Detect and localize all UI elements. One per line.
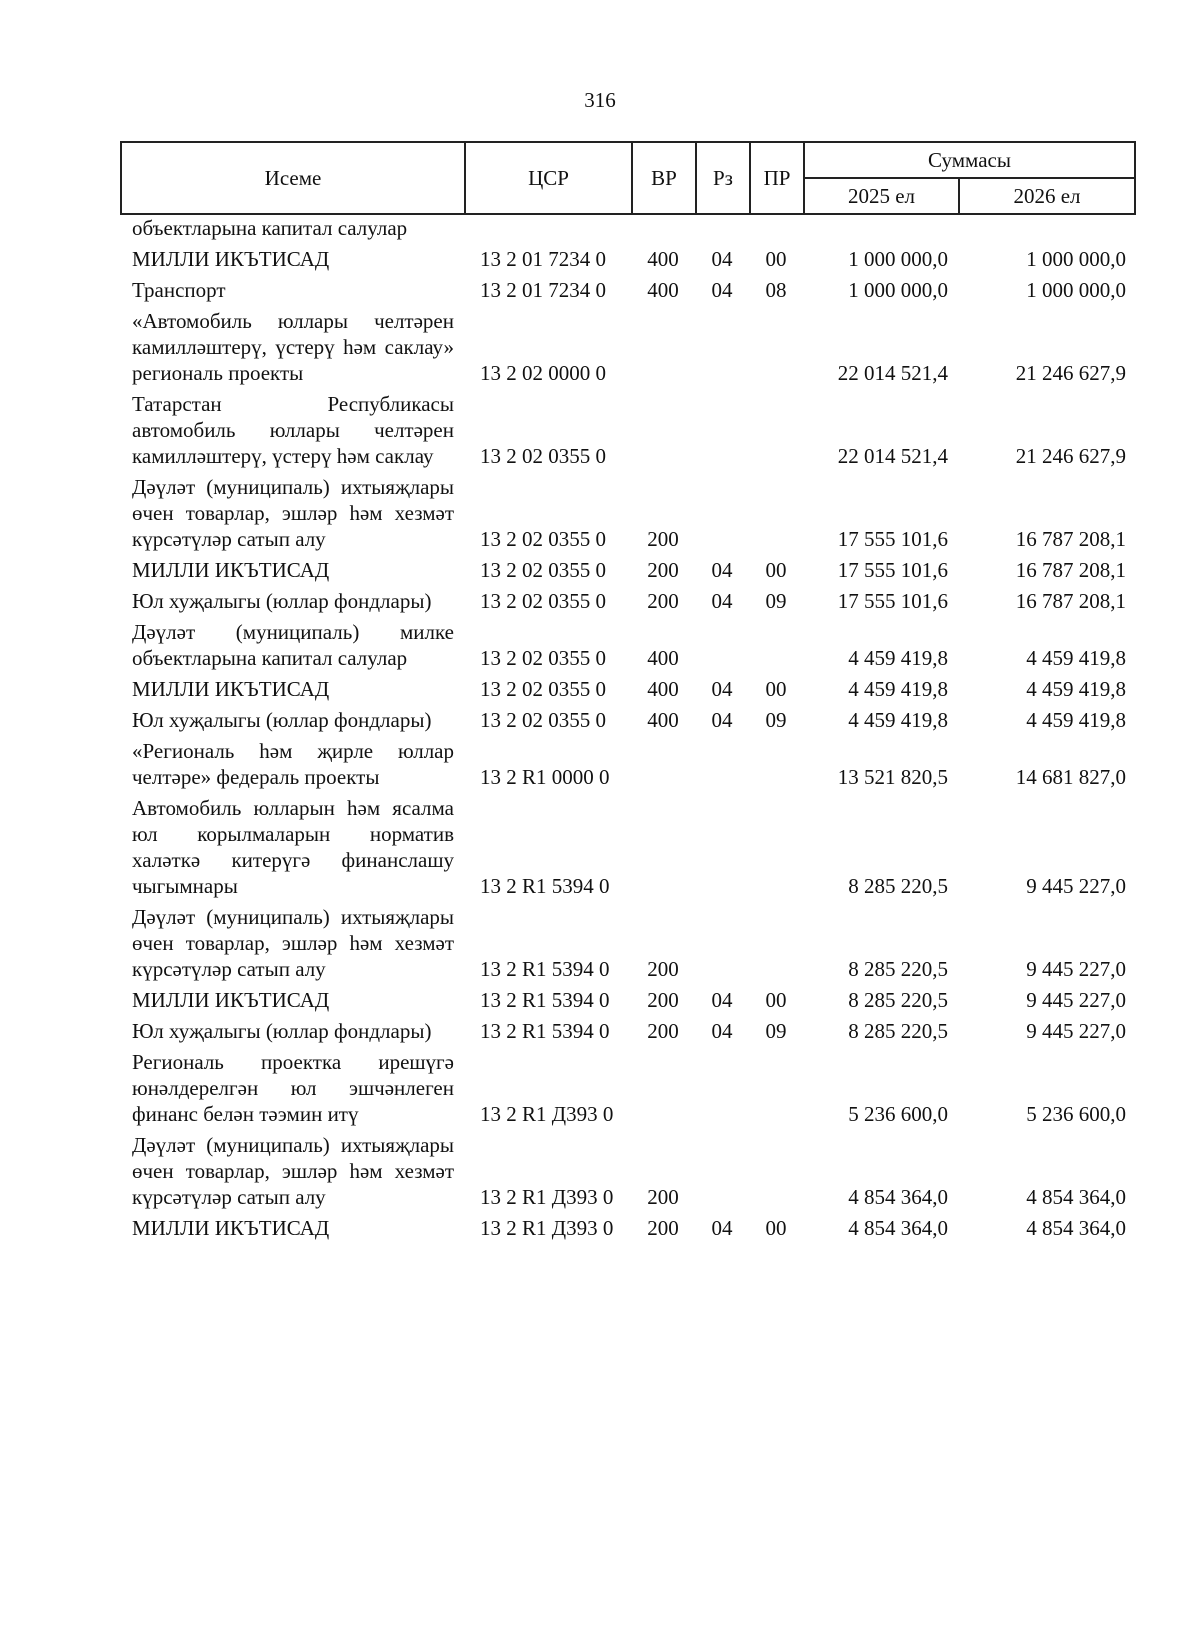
table-row bbox=[120, 472, 1134, 555]
row-amount-2025: 17 555 101,6 bbox=[837, 558, 948, 582]
row-amount-2026: 16 787 208,1 bbox=[1015, 527, 1126, 551]
row-csr: 13 2 02 0355 0 bbox=[480, 677, 606, 701]
row-pr: 09 bbox=[765, 708, 787, 732]
row-amount-2025: 8 285 220,5 bbox=[848, 957, 948, 981]
row-name: МИЛЛИ ИКЪТИСАД bbox=[132, 1216, 330, 1240]
row-amount-2025: 1 000 000,0 bbox=[848, 278, 948, 302]
row-amount-2026: 9 445 227,0 bbox=[1026, 874, 1126, 898]
row-pr bbox=[749, 1130, 803, 1213]
row-amount-2026: 16 787 208,1 bbox=[1015, 589, 1126, 613]
row-vr bbox=[631, 736, 695, 793]
row-name: Дәүләт (муниципаль) ихтыяҗлары өчен товарлар, эшләр һәм хезмәт күрсәтүләр сатып алу bbox=[132, 905, 454, 981]
row-pr bbox=[749, 306, 803, 389]
row-csr: 13 2 R1 0000 0 bbox=[480, 765, 610, 789]
row-vr: 200 bbox=[647, 957, 679, 981]
row-vr: 400 bbox=[647, 646, 679, 670]
header-vr: ВР bbox=[632, 142, 696, 214]
row-rz bbox=[695, 389, 749, 472]
table-row bbox=[120, 736, 1134, 793]
row-name: Транспорт bbox=[132, 278, 226, 302]
row-csr: 13 2 02 0355 0 bbox=[480, 558, 606, 582]
row-amount-2025: 13 521 820,5 bbox=[837, 765, 948, 789]
table-row bbox=[120, 1047, 1134, 1130]
table-row bbox=[120, 985, 1134, 1016]
row-rz bbox=[695, 736, 749, 793]
row-amount-2025: 4 854 364,0 bbox=[848, 1216, 948, 1240]
row-name: Юл хуҗалыгы (юллар фондлары) bbox=[132, 589, 432, 613]
row-name: Автомобиль юлларын һәм ясалма юл корылмаларын норматив халәткә китерүгә финанслашу чыгымнары bbox=[132, 796, 454, 898]
row-rz: 04 bbox=[711, 558, 733, 582]
row-rz: 04 bbox=[711, 1216, 733, 1240]
table-row bbox=[120, 244, 1134, 275]
table-row bbox=[120, 306, 1134, 389]
row-rz: 04 bbox=[711, 988, 733, 1012]
row-csr: 13 2 02 0000 0 bbox=[480, 361, 606, 385]
row-rz: 04 bbox=[711, 1019, 733, 1043]
row-vr: 400 bbox=[647, 708, 679, 732]
row-rz: 04 bbox=[711, 247, 733, 271]
row-amount-2025: 4 459 419,8 bbox=[848, 677, 948, 701]
row-amount-2026 bbox=[958, 213, 1134, 244]
row-amount-2025 bbox=[803, 213, 958, 244]
page-number: 316 bbox=[584, 88, 616, 112]
header-name: Исеме bbox=[121, 142, 465, 214]
row-pr bbox=[749, 472, 803, 555]
header-sums: Суммасы bbox=[804, 142, 1135, 178]
row-vr: 200 bbox=[647, 558, 679, 582]
row-csr: 13 2 02 0355 0 bbox=[480, 646, 606, 670]
row-vr: 200 bbox=[647, 527, 679, 551]
table-row bbox=[120, 674, 1134, 705]
row-name: объектларына капитал салулар bbox=[132, 216, 408, 240]
row-rz bbox=[695, 617, 749, 674]
row-rz bbox=[695, 213, 749, 244]
row-name: «Региональ һәм җирле юллар челтәре» федераль проекты bbox=[132, 739, 454, 789]
row-pr: 08 bbox=[765, 278, 787, 302]
row-name: Региональ проектка ирешүгә юнәлдерелгән юл эшчәнлеген финанс белән тәэмин итү bbox=[132, 1050, 454, 1126]
row-amount-2025: 8 285 220,5 bbox=[848, 988, 948, 1012]
row-csr: 13 2 02 0355 0 bbox=[480, 589, 606, 613]
row-amount-2025: 8 285 220,5 bbox=[848, 1019, 948, 1043]
row-rz: 04 bbox=[711, 708, 733, 732]
header-year-2025: 2025 ел bbox=[804, 178, 959, 214]
header-pr: ПР bbox=[750, 142, 804, 214]
table-header bbox=[120, 141, 1136, 215]
row-name: МИЛЛИ ИКЪТИСАД bbox=[132, 558, 330, 582]
row-csr: 13 2 01 7234 0 bbox=[480, 278, 606, 302]
row-amount-2025: 8 285 220,5 bbox=[848, 874, 948, 898]
row-csr: 13 2 R1 5394 0 bbox=[480, 988, 610, 1012]
row-pr bbox=[749, 793, 803, 902]
row-vr: 400 bbox=[647, 278, 679, 302]
row-rz: 04 bbox=[711, 278, 733, 302]
row-amount-2026: 14 681 827,0 bbox=[1015, 765, 1126, 789]
row-csr: 13 2 R1 5394 0 bbox=[480, 957, 610, 981]
row-csr: 13 2 02 0355 0 bbox=[480, 527, 606, 551]
row-amount-2026: 4 459 419,8 bbox=[1026, 646, 1126, 670]
table-row bbox=[120, 705, 1134, 736]
row-csr: 13 2 R1 Д393 0 bbox=[480, 1102, 614, 1126]
row-pr: 00 bbox=[765, 988, 787, 1012]
row-rz bbox=[695, 902, 749, 985]
row-vr bbox=[631, 213, 695, 244]
row-name: Татарстан Республикасы автомобиль юллары челтәрен камилләштерү, үстерү һәм саклау bbox=[132, 392, 454, 468]
row-amount-2025: 4 459 419,8 bbox=[848, 646, 948, 670]
row-pr: 00 bbox=[765, 247, 787, 271]
row-vr: 400 bbox=[647, 247, 679, 271]
row-csr: 13 2 R1 5394 0 bbox=[480, 874, 610, 898]
header-year-2026: 2026 ел bbox=[959, 178, 1135, 214]
row-csr: 13 2 R1 Д393 0 bbox=[480, 1185, 614, 1209]
row-amount-2026: 1 000 000,0 bbox=[1026, 278, 1126, 302]
row-rz: 04 bbox=[711, 589, 733, 613]
row-vr: 200 bbox=[647, 1216, 679, 1240]
row-name: Дәүләт (муниципаль) ихтыяҗлары өчен товарлар, эшләр һәм хезмәт күрсәтүләр сатып алу bbox=[132, 1133, 454, 1209]
header-rz: Рз bbox=[696, 142, 750, 214]
row-amount-2026: 4 854 364,0 bbox=[1026, 1216, 1126, 1240]
row-pr bbox=[749, 736, 803, 793]
row-amount-2026: 1 000 000,0 bbox=[1026, 247, 1126, 271]
row-csr: 13 2 02 0355 0 bbox=[480, 444, 606, 468]
row-amount-2026: 5 236 600,0 bbox=[1026, 1102, 1126, 1126]
table-row bbox=[120, 1213, 1134, 1244]
row-amount-2026: 21 246 627,9 bbox=[1015, 444, 1126, 468]
row-name: «Автомобиль юллары челтәрен камилләштерү, үстерү һәм саклау» региональ проекты bbox=[132, 309, 454, 385]
row-pr bbox=[749, 1047, 803, 1130]
table-row bbox=[120, 902, 1134, 985]
row-pr bbox=[749, 389, 803, 472]
row-amount-2026: 4 459 419,8 bbox=[1026, 677, 1126, 701]
row-amount-2026: 16 787 208,1 bbox=[1015, 558, 1126, 582]
table-row bbox=[120, 617, 1134, 674]
row-amount-2025: 5 236 600,0 bbox=[848, 1102, 948, 1126]
row-vr: 200 bbox=[647, 1185, 679, 1209]
row-vr: 200 bbox=[647, 988, 679, 1012]
row-amount-2026: 9 445 227,0 bbox=[1026, 1019, 1126, 1043]
row-name: Дәүләт (муниципаль) ихтыяҗлары өчен товарлар, эшләр һәм хезмәт күрсәтүләр сатып алу bbox=[132, 475, 454, 551]
row-amount-2026: 4 459 419,8 bbox=[1026, 708, 1126, 732]
row-name: Дәүләт (муниципаль) милке объектларына капитал салулар bbox=[132, 620, 454, 670]
table-row bbox=[120, 275, 1134, 306]
table-row bbox=[120, 586, 1134, 617]
row-vr: 400 bbox=[647, 677, 679, 701]
row-pr: 00 bbox=[765, 558, 787, 582]
row-amount-2025: 22 014 521,4 bbox=[837, 361, 948, 385]
row-name: МИЛЛИ ИКЪТИСАД bbox=[132, 247, 330, 271]
row-vr bbox=[631, 1047, 695, 1130]
row-name: Юл хуҗалыгы (юллар фондлары) bbox=[132, 1019, 432, 1043]
header-csr: ЦСР bbox=[465, 142, 632, 214]
row-pr bbox=[749, 213, 803, 244]
row-rz bbox=[695, 1047, 749, 1130]
row-vr bbox=[631, 389, 695, 472]
row-csr: 13 2 01 7234 0 bbox=[480, 247, 606, 271]
table-row bbox=[120, 1130, 1134, 1213]
table-row bbox=[120, 213, 1134, 244]
row-csr: 13 2 R1 Д393 0 bbox=[480, 1216, 614, 1240]
budget-table bbox=[120, 213, 1134, 1244]
row-rz: 04 bbox=[711, 677, 733, 701]
row-amount-2025: 4 459 419,8 bbox=[848, 708, 948, 732]
row-amount-2025: 22 014 521,4 bbox=[837, 444, 948, 468]
row-pr: 09 bbox=[765, 589, 787, 613]
row-vr bbox=[631, 306, 695, 389]
row-pr bbox=[749, 902, 803, 985]
table-row bbox=[120, 555, 1134, 586]
table-row bbox=[120, 793, 1134, 902]
row-rz bbox=[695, 306, 749, 389]
row-rz bbox=[695, 1130, 749, 1213]
row-pr: 09 bbox=[765, 1019, 787, 1043]
row-pr: 00 bbox=[765, 1216, 787, 1240]
row-vr: 200 bbox=[647, 1019, 679, 1043]
row-amount-2025: 17 555 101,6 bbox=[837, 589, 948, 613]
row-vr: 200 bbox=[647, 589, 679, 613]
row-rz bbox=[695, 472, 749, 555]
row-name: МИЛЛИ ИКЪТИСАД bbox=[132, 988, 330, 1012]
row-vr bbox=[631, 793, 695, 902]
row-name: Юл хуҗалыгы (юллар фондлары) bbox=[132, 708, 432, 732]
row-amount-2026: 9 445 227,0 bbox=[1026, 957, 1126, 981]
row-csr: 13 2 02 0355 0 bbox=[480, 708, 606, 732]
row-amount-2025: 4 854 364,0 bbox=[848, 1185, 948, 1209]
row-amount-2026: 4 854 364,0 bbox=[1026, 1185, 1126, 1209]
row-csr: 13 2 R1 5394 0 bbox=[480, 1019, 610, 1043]
table-row bbox=[120, 1016, 1134, 1047]
row-name: МИЛЛИ ИКЪТИСАД bbox=[132, 677, 330, 701]
row-amount-2026: 21 246 627,9 bbox=[1015, 361, 1126, 385]
row-amount-2025: 17 555 101,6 bbox=[837, 527, 948, 551]
row-csr bbox=[464, 213, 631, 244]
table-body bbox=[120, 213, 1134, 1244]
row-pr bbox=[749, 617, 803, 674]
row-amount-2025: 1 000 000,0 bbox=[848, 247, 948, 271]
row-rz bbox=[695, 793, 749, 902]
table-row bbox=[120, 389, 1134, 472]
row-amount-2026: 9 445 227,0 bbox=[1026, 988, 1126, 1012]
row-pr: 00 bbox=[765, 677, 787, 701]
